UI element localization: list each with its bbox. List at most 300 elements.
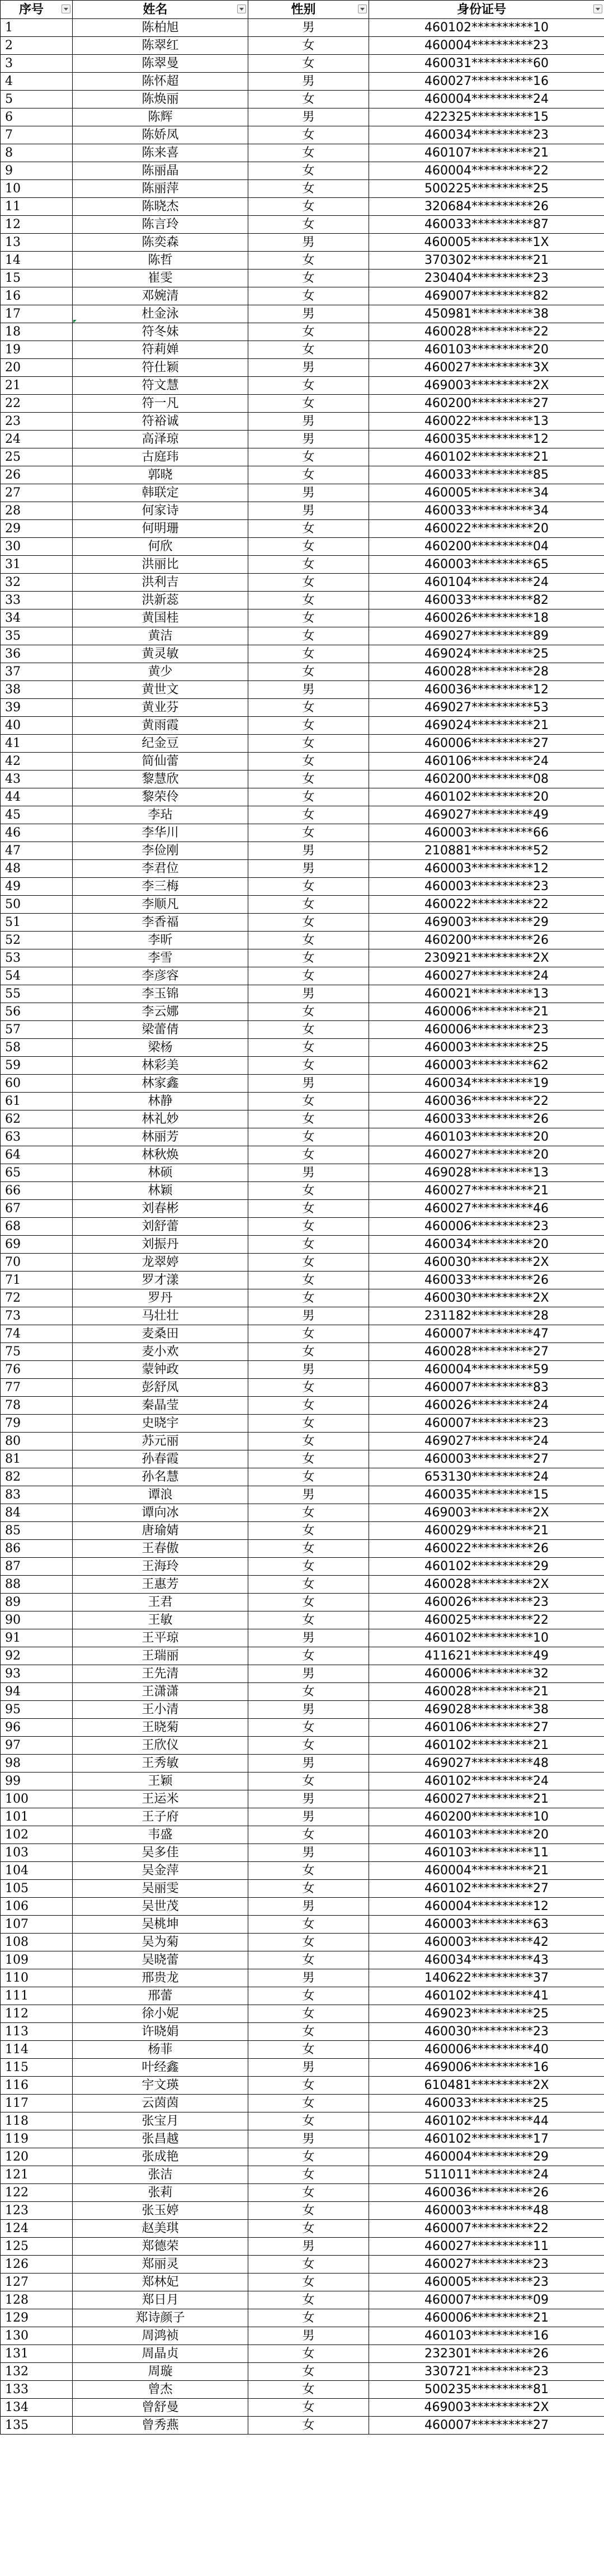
cell-index[interactable]: 23 bbox=[1, 413, 73, 431]
cell-id-number[interactable]: 460028**********27 bbox=[369, 1343, 604, 1361]
cell-id-number[interactable]: 460007**********22 bbox=[369, 2220, 604, 2238]
cell-gender[interactable]: 男 bbox=[248, 1790, 369, 1808]
cell-gender[interactable]: 女 bbox=[248, 699, 369, 717]
cell-name[interactable]: 王颖 bbox=[73, 1773, 248, 1790]
cell-id-number[interactable]: 450981**********38 bbox=[369, 305, 604, 323]
cell-id-number[interactable]: 460034**********43 bbox=[369, 1951, 604, 1969]
cell-gender[interactable]: 男 bbox=[248, 842, 369, 860]
cell-gender[interactable]: 女 bbox=[248, 645, 369, 663]
cell-id-number[interactable]: 460103**********20 bbox=[369, 1826, 604, 1844]
cell-name[interactable]: 周璇 bbox=[73, 2363, 248, 2381]
cell-gender[interactable]: 男 bbox=[248, 1361, 369, 1379]
cell-id-number[interactable]: 469023**********25 bbox=[369, 2005, 604, 2023]
cell-index[interactable]: 122 bbox=[1, 2184, 73, 2202]
cell-id-number[interactable]: 460200**********08 bbox=[369, 771, 604, 788]
cell-gender[interactable]: 女 bbox=[248, 2274, 369, 2291]
cell-index[interactable]: 57 bbox=[1, 1021, 73, 1039]
cell-index[interactable]: 61 bbox=[1, 1093, 73, 1110]
cell-gender[interactable]: 女 bbox=[248, 1522, 369, 1540]
cell-name[interactable]: 张成艳 bbox=[73, 2148, 248, 2166]
cell-name[interactable]: 马壮壮 bbox=[73, 1307, 248, 1325]
cell-gender[interactable]: 女 bbox=[248, 556, 369, 574]
cell-id-number[interactable]: 460027**********21 bbox=[369, 1790, 604, 1808]
cell-gender[interactable]: 女 bbox=[248, 2363, 369, 2381]
cell-name[interactable]: 黄少 bbox=[73, 663, 248, 681]
cell-id-number[interactable]: 460033**********25 bbox=[369, 2095, 604, 2112]
cell-gender[interactable]: 女 bbox=[248, 1987, 369, 2005]
cell-gender[interactable]: 男 bbox=[248, 1808, 369, 1826]
cell-name[interactable]: 古庭玮 bbox=[73, 448, 248, 466]
cell-id-number[interactable]: 460003**********27 bbox=[369, 1450, 604, 1468]
cell-gender[interactable]: 女 bbox=[248, 1146, 369, 1164]
cell-name[interactable]: 李香福 bbox=[73, 914, 248, 932]
cell-gender[interactable]: 女 bbox=[248, 1683, 369, 1701]
cell-gender[interactable]: 女 bbox=[248, 216, 369, 234]
cell-id-number[interactable]: 460030**********23 bbox=[369, 2023, 604, 2041]
cell-name[interactable]: 洪新蕊 bbox=[73, 592, 248, 609]
cell-id-number[interactable]: 460007**********47 bbox=[369, 1325, 604, 1343]
cell-id-number[interactable]: 460103**********11 bbox=[369, 1844, 604, 1862]
cell-gender[interactable]: 女 bbox=[248, 2399, 369, 2417]
cell-index[interactable]: 13 bbox=[1, 234, 73, 252]
cell-id-number[interactable]: 469028**********13 bbox=[369, 1164, 604, 1182]
cell-id-number[interactable]: 422325**********15 bbox=[369, 108, 604, 126]
cell-name[interactable]: 邓婉清 bbox=[73, 287, 248, 305]
cell-name[interactable]: 王欣仪 bbox=[73, 1737, 248, 1755]
cell-name[interactable]: 陈丽晶 bbox=[73, 162, 248, 180]
cell-gender[interactable]: 女 bbox=[248, 1200, 369, 1218]
filter-dropdown-icon[interactable] bbox=[358, 4, 367, 13]
cell-id-number[interactable]: 460007**********27 bbox=[369, 2417, 604, 2435]
cell-gender[interactable]: 女 bbox=[248, 949, 369, 967]
cell-index[interactable]: 21 bbox=[1, 377, 73, 395]
cell-name[interactable]: 曾秀燕 bbox=[73, 2417, 248, 2435]
cell-gender[interactable]: 男 bbox=[248, 359, 369, 377]
cell-gender[interactable]: 女 bbox=[248, 663, 369, 681]
cell-id-number[interactable]: 460003**********62 bbox=[369, 1057, 604, 1075]
cell-id-number[interactable]: 460006**********21 bbox=[369, 1003, 604, 1021]
cell-id-number[interactable]: 460102**********21 bbox=[369, 1737, 604, 1755]
cell-gender[interactable]: 女 bbox=[248, 609, 369, 627]
cell-name[interactable]: 邢贵龙 bbox=[73, 1969, 248, 1987]
cell-id-number[interactable]: 469027**********89 bbox=[369, 627, 604, 645]
cell-id-number[interactable]: 460102**********24 bbox=[369, 1773, 604, 1790]
cell-name[interactable]: 杨菲 bbox=[73, 2041, 248, 2059]
cell-gender[interactable]: 女 bbox=[248, 2112, 369, 2130]
cell-id-number[interactable]: 230404**********23 bbox=[369, 270, 604, 287]
cell-index[interactable]: 30 bbox=[1, 538, 73, 556]
cell-gender[interactable]: 女 bbox=[248, 448, 369, 466]
cell-name[interactable]: 王先清 bbox=[73, 1665, 248, 1683]
cell-gender[interactable]: 男 bbox=[248, 108, 369, 126]
cell-gender[interactable]: 女 bbox=[248, 2381, 369, 2399]
cell-gender[interactable]: 女 bbox=[248, 1880, 369, 1898]
cell-name[interactable]: 陈焕丽 bbox=[73, 91, 248, 108]
cell-index[interactable]: 76 bbox=[1, 1361, 73, 1379]
cell-gender[interactable]: 女 bbox=[248, 1003, 369, 1021]
cell-gender[interactable]: 男 bbox=[248, 1755, 369, 1773]
cell-index[interactable]: 53 bbox=[1, 949, 73, 967]
cell-gender[interactable]: 女 bbox=[248, 1236, 369, 1254]
cell-index[interactable]: 101 bbox=[1, 1808, 73, 1826]
cell-id-number[interactable]: 460102**********10 bbox=[369, 1629, 604, 1647]
cell-name[interactable]: 张洁 bbox=[73, 2166, 248, 2184]
cell-id-number[interactable]: 460106**********24 bbox=[369, 753, 604, 771]
cell-id-number[interactable]: 460033**********87 bbox=[369, 216, 604, 234]
cell-id-number[interactable]: 460005**********23 bbox=[369, 2274, 604, 2291]
cell-gender[interactable]: 男 bbox=[248, 73, 369, 91]
cell-name[interactable]: 林静 bbox=[73, 1093, 248, 1110]
cell-index[interactable]: 37 bbox=[1, 663, 73, 681]
cell-index[interactable]: 107 bbox=[1, 1916, 73, 1934]
cell-gender[interactable]: 女 bbox=[248, 574, 369, 592]
cell-name[interactable]: 吴为菊 bbox=[73, 1934, 248, 1951]
cell-id-number[interactable]: 460200**********10 bbox=[369, 1808, 604, 1826]
cell-id-number[interactable]: 460102**********17 bbox=[369, 2130, 604, 2148]
cell-gender[interactable]: 女 bbox=[248, 1057, 369, 1075]
cell-gender[interactable]: 女 bbox=[248, 252, 369, 270]
cell-index[interactable]: 99 bbox=[1, 1773, 73, 1790]
cell-name[interactable]: 彭舒凤 bbox=[73, 1379, 248, 1397]
cell-name[interactable]: 王晓菊 bbox=[73, 1719, 248, 1737]
cell-name[interactable]: 张昌越 bbox=[73, 2130, 248, 2148]
cell-id-number[interactable]: 460007**********23 bbox=[369, 1415, 604, 1433]
cell-name[interactable]: 张玉婷 bbox=[73, 2202, 248, 2220]
cell-index[interactable]: 5 bbox=[1, 91, 73, 108]
cell-id-number[interactable]: 370302**********21 bbox=[369, 252, 604, 270]
cell-name[interactable]: 符一凡 bbox=[73, 395, 248, 413]
cell-index[interactable]: 92 bbox=[1, 1647, 73, 1665]
cell-gender[interactable]: 女 bbox=[248, 1254, 369, 1272]
cell-gender[interactable]: 女 bbox=[248, 1289, 369, 1307]
cell-index[interactable]: 27 bbox=[1, 484, 73, 502]
cell-id-number[interactable]: 460033**********26 bbox=[369, 1272, 604, 1289]
cell-index[interactable]: 131 bbox=[1, 2345, 73, 2363]
cell-id-number[interactable]: 460102**********41 bbox=[369, 1987, 604, 2005]
cell-id-number[interactable]: 460035**********15 bbox=[369, 1486, 604, 1504]
cell-gender[interactable]: 女 bbox=[248, 2041, 369, 2059]
cell-id-number[interactable]: 460028**********21 bbox=[369, 1683, 604, 1701]
cell-name[interactable]: 谭浪 bbox=[73, 1486, 248, 1504]
cell-index[interactable]: 115 bbox=[1, 2059, 73, 2077]
cell-id-number[interactable]: 469003**********29 bbox=[369, 914, 604, 932]
cell-name[interactable]: 陈哲 bbox=[73, 252, 248, 270]
cell-index[interactable]: 116 bbox=[1, 2077, 73, 2095]
cell-id-number[interactable]: 460102**********20 bbox=[369, 788, 604, 806]
cell-gender[interactable]: 女 bbox=[248, 1379, 369, 1397]
cell-gender[interactable]: 男 bbox=[248, 502, 369, 520]
cell-index[interactable]: 74 bbox=[1, 1325, 73, 1343]
cell-id-number[interactable]: 460102**********27 bbox=[369, 1880, 604, 1898]
cell-id-number[interactable]: 460200**********04 bbox=[369, 538, 604, 556]
cell-index[interactable]: 82 bbox=[1, 1468, 73, 1486]
cell-name[interactable]: 符文慧 bbox=[73, 377, 248, 395]
cell-id-number[interactable]: 460034**********20 bbox=[369, 1236, 604, 1254]
cell-index[interactable]: 83 bbox=[1, 1486, 73, 1504]
cell-name[interactable]: 陈晓杰 bbox=[73, 198, 248, 216]
cell-gender[interactable]: 女 bbox=[248, 1558, 369, 1576]
cell-gender[interactable]: 女 bbox=[248, 395, 369, 413]
cell-gender[interactable]: 女 bbox=[248, 1272, 369, 1289]
cell-id-number[interactable]: 460004**********24 bbox=[369, 91, 604, 108]
cell-name[interactable]: 吴丽雯 bbox=[73, 1880, 248, 1898]
cell-gender[interactable]: 男 bbox=[248, 2130, 369, 2148]
cell-id-number[interactable]: 460103**********16 bbox=[369, 2327, 604, 2345]
cell-gender[interactable]: 女 bbox=[248, 1415, 369, 1433]
cell-gender[interactable]: 男 bbox=[248, 2327, 369, 2345]
cell-id-number[interactable]: 469024**********25 bbox=[369, 645, 604, 663]
cell-index[interactable]: 80 bbox=[1, 1433, 73, 1450]
cell-gender[interactable]: 女 bbox=[248, 1737, 369, 1755]
cell-name[interactable]: 林彩美 bbox=[73, 1057, 248, 1075]
cell-index[interactable]: 52 bbox=[1, 932, 73, 949]
cell-gender[interactable]: 女 bbox=[248, 2184, 369, 2202]
cell-gender[interactable]: 女 bbox=[248, 37, 369, 55]
cell-id-number[interactable]: 469024**********21 bbox=[369, 717, 604, 735]
cell-index[interactable]: 15 bbox=[1, 270, 73, 287]
cell-id-number[interactable]: 460029**********21 bbox=[369, 1522, 604, 1540]
cell-id-number[interactable]: 460027**********3X bbox=[369, 359, 604, 377]
cell-name[interactable]: 吴多佳 bbox=[73, 1844, 248, 1862]
cell-id-number[interactable]: 460025**********22 bbox=[369, 1611, 604, 1629]
cell-name[interactable]: 曾舒曼 bbox=[73, 2399, 248, 2417]
cell-name[interactable]: 韦盛 bbox=[73, 1826, 248, 1844]
cell-index[interactable]: 44 bbox=[1, 788, 73, 806]
cell-id-number[interactable]: 653130**********24 bbox=[369, 1468, 604, 1486]
cell-id-number[interactable]: 460004**********22 bbox=[369, 162, 604, 180]
cell-index[interactable]: 88 bbox=[1, 1576, 73, 1594]
cell-index[interactable]: 42 bbox=[1, 753, 73, 771]
cell-gender[interactable]: 女 bbox=[248, 1218, 369, 1236]
cell-gender[interactable]: 女 bbox=[248, 771, 369, 788]
cell-name[interactable]: 赵美琪 bbox=[73, 2220, 248, 2238]
cell-gender[interactable]: 女 bbox=[248, 1433, 369, 1450]
cell-gender[interactable]: 男 bbox=[248, 1701, 369, 1719]
cell-gender[interactable]: 女 bbox=[248, 180, 369, 198]
cell-name[interactable]: 陈娇凤 bbox=[73, 126, 248, 144]
cell-gender[interactable]: 女 bbox=[248, 896, 369, 914]
cell-name[interactable]: 林硕 bbox=[73, 1164, 248, 1182]
cell-gender[interactable]: 女 bbox=[248, 1773, 369, 1790]
cell-gender[interactable]: 男 bbox=[248, 19, 369, 37]
cell-index[interactable]: 58 bbox=[1, 1039, 73, 1057]
cell-gender[interactable]: 女 bbox=[248, 162, 369, 180]
cell-name[interactable]: 洪丽比 bbox=[73, 556, 248, 574]
cell-gender[interactable]: 男 bbox=[248, 860, 369, 878]
cell-index[interactable]: 59 bbox=[1, 1057, 73, 1075]
cell-id-number[interactable]: 460026**********24 bbox=[369, 1397, 604, 1415]
cell-gender[interactable]: 女 bbox=[248, 2005, 369, 2023]
cell-name[interactable]: 李雪 bbox=[73, 949, 248, 967]
cell-gender[interactable]: 男 bbox=[248, 484, 369, 502]
cell-index[interactable]: 7 bbox=[1, 126, 73, 144]
cell-index[interactable]: 3 bbox=[1, 55, 73, 73]
cell-gender[interactable]: 男 bbox=[248, 1307, 369, 1325]
cell-name[interactable]: 陈怀超 bbox=[73, 73, 248, 91]
cell-gender[interactable]: 女 bbox=[248, 1934, 369, 1951]
cell-index[interactable]: 46 bbox=[1, 824, 73, 842]
cell-name[interactable]: 王秀敏 bbox=[73, 1755, 248, 1773]
cell-gender[interactable]: 女 bbox=[248, 1504, 369, 1522]
cell-gender[interactable]: 女 bbox=[248, 717, 369, 735]
cell-name[interactable]: 罗才漾 bbox=[73, 1272, 248, 1289]
cell-gender[interactable]: 女 bbox=[248, 735, 369, 753]
cell-index[interactable]: 11 bbox=[1, 198, 73, 216]
cell-name[interactable]: 黎慧欣 bbox=[73, 771, 248, 788]
cell-id-number[interactable]: 230921**********2X bbox=[369, 949, 604, 967]
cell-name[interactable]: 陈言玲 bbox=[73, 216, 248, 234]
cell-index[interactable]: 128 bbox=[1, 2291, 73, 2309]
cell-id-number[interactable]: 469006**********16 bbox=[369, 2059, 604, 2077]
cell-index[interactable]: 123 bbox=[1, 2202, 73, 2220]
cell-index[interactable]: 2 bbox=[1, 37, 73, 55]
cell-gender[interactable]: 女 bbox=[248, 144, 369, 162]
cell-index[interactable]: 26 bbox=[1, 466, 73, 484]
cell-gender[interactable]: 男 bbox=[248, 2238, 369, 2256]
cell-id-number[interactable]: 469003**********2X bbox=[369, 1504, 604, 1522]
cell-name[interactable]: 陈丽萍 bbox=[73, 180, 248, 198]
cell-gender[interactable]: 女 bbox=[248, 2417, 369, 2435]
cell-name[interactable]: 郑德荣 bbox=[73, 2238, 248, 2256]
cell-id-number[interactable]: 460003**********12 bbox=[369, 860, 604, 878]
cell-gender[interactable]: 女 bbox=[248, 592, 369, 609]
cell-index[interactable]: 135 bbox=[1, 2417, 73, 2435]
cell-gender[interactable]: 女 bbox=[248, 1826, 369, 1844]
cell-index[interactable]: 134 bbox=[1, 2399, 73, 2417]
cell-id-number[interactable]: 469027**********24 bbox=[369, 1433, 604, 1450]
cell-gender[interactable]: 女 bbox=[248, 1397, 369, 1415]
cell-id-number[interactable]: 460003**********48 bbox=[369, 2202, 604, 2220]
cell-id-number[interactable]: 210881**********52 bbox=[369, 842, 604, 860]
cell-index[interactable]: 89 bbox=[1, 1594, 73, 1611]
cell-name[interactable]: 郑林妃 bbox=[73, 2274, 248, 2291]
cell-name[interactable]: 洪利吉 bbox=[73, 574, 248, 592]
cell-name[interactable]: 符裕诚 bbox=[73, 413, 248, 431]
cell-id-number[interactable]: 330721**********23 bbox=[369, 2363, 604, 2381]
cell-id-number[interactable]: 460028**********2X bbox=[369, 1576, 604, 1594]
cell-gender[interactable]: 男 bbox=[248, 305, 369, 323]
cell-gender[interactable]: 女 bbox=[248, 1647, 369, 1665]
cell-name[interactable]: 李顺凡 bbox=[73, 896, 248, 914]
cell-gender[interactable]: 女 bbox=[248, 91, 369, 108]
cell-id-number[interactable]: 460030**********2X bbox=[369, 1254, 604, 1272]
cell-index[interactable]: 95 bbox=[1, 1701, 73, 1719]
cell-name[interactable]: 郑日月 bbox=[73, 2291, 248, 2309]
cell-index[interactable]: 64 bbox=[1, 1146, 73, 1164]
cell-index[interactable]: 67 bbox=[1, 1200, 73, 1218]
cell-id-number[interactable]: 460026**********18 bbox=[369, 609, 604, 627]
cell-index[interactable]: 102 bbox=[1, 1826, 73, 1844]
cell-index[interactable]: 93 bbox=[1, 1665, 73, 1683]
cell-index[interactable]: 19 bbox=[1, 341, 73, 359]
cell-gender[interactable]: 男 bbox=[248, 1969, 369, 1987]
cell-id-number[interactable]: 500225**********25 bbox=[369, 180, 604, 198]
cell-index[interactable]: 75 bbox=[1, 1343, 73, 1361]
cell-name[interactable]: 符仕颖 bbox=[73, 359, 248, 377]
cell-index[interactable]: 54 bbox=[1, 967, 73, 985]
cell-gender[interactable]: 女 bbox=[248, 932, 369, 949]
cell-index[interactable]: 126 bbox=[1, 2256, 73, 2274]
cell-index[interactable]: 43 bbox=[1, 771, 73, 788]
cell-index[interactable]: 55 bbox=[1, 985, 73, 1003]
cell-gender[interactable]: 女 bbox=[248, 2148, 369, 2166]
cell-id-number[interactable]: 460022**********26 bbox=[369, 1540, 604, 1558]
cell-id-number[interactable]: 460033**********82 bbox=[369, 592, 604, 609]
cell-index[interactable]: 36 bbox=[1, 645, 73, 663]
cell-name[interactable]: 史晓宇 bbox=[73, 1415, 248, 1433]
cell-gender[interactable]: 女 bbox=[248, 2345, 369, 2363]
cell-id-number[interactable]: 460006**********23 bbox=[369, 1021, 604, 1039]
cell-gender[interactable]: 女 bbox=[248, 1128, 369, 1146]
cell-gender[interactable]: 女 bbox=[248, 1182, 369, 1200]
cell-id-number[interactable]: 460022**********22 bbox=[369, 896, 604, 914]
cell-name[interactable]: 李俭刚 bbox=[73, 842, 248, 860]
cell-index[interactable]: 98 bbox=[1, 1755, 73, 1773]
cell-gender[interactable]: 女 bbox=[248, 806, 369, 824]
cell-name[interactable]: 孙春霞 bbox=[73, 1450, 248, 1468]
cell-id-number[interactable]: 460102**********29 bbox=[369, 1558, 604, 1576]
cell-name[interactable]: 林礼妙 bbox=[73, 1110, 248, 1128]
cell-index[interactable]: 50 bbox=[1, 896, 73, 914]
cell-id-number[interactable]: 460021**********13 bbox=[369, 985, 604, 1003]
cell-index[interactable]: 49 bbox=[1, 878, 73, 896]
cell-name[interactable]: 王瑞丽 bbox=[73, 1647, 248, 1665]
cell-gender[interactable]: 女 bbox=[248, 2023, 369, 2041]
cell-id-number[interactable]: 460033**********26 bbox=[369, 1110, 604, 1128]
cell-index[interactable]: 33 bbox=[1, 592, 73, 609]
cell-id-number[interactable]: 460006**********21 bbox=[369, 2309, 604, 2327]
cell-name[interactable]: 黎荣伶 bbox=[73, 788, 248, 806]
cell-index[interactable]: 62 bbox=[1, 1110, 73, 1128]
cell-id-number[interactable]: 460028**********22 bbox=[369, 323, 604, 341]
cell-gender[interactable]: 女 bbox=[248, 1039, 369, 1057]
cell-name[interactable]: 王潇潇 bbox=[73, 1683, 248, 1701]
cell-name[interactable]: 苏元丽 bbox=[73, 1433, 248, 1450]
cell-id-number[interactable]: 460006**********32 bbox=[369, 1665, 604, 1683]
cell-id-number[interactable]: 460036**********22 bbox=[369, 1093, 604, 1110]
cell-name[interactable]: 邢蕾 bbox=[73, 1987, 248, 2005]
cell-gender[interactable]: 女 bbox=[248, 466, 369, 484]
cell-name[interactable]: 高泽琼 bbox=[73, 431, 248, 448]
cell-name[interactable]: 黄国桂 bbox=[73, 609, 248, 627]
cell-id-number[interactable]: 232301**********26 bbox=[369, 2345, 604, 2363]
cell-index[interactable]: 63 bbox=[1, 1128, 73, 1146]
cell-id-number[interactable]: 460003**********42 bbox=[369, 1934, 604, 1951]
cell-index[interactable]: 10 bbox=[1, 180, 73, 198]
cell-index[interactable]: 112 bbox=[1, 2005, 73, 2023]
cell-gender[interactable]: 女 bbox=[248, 1021, 369, 1039]
cell-index[interactable]: 1 bbox=[1, 19, 73, 37]
cell-index[interactable]: 16 bbox=[1, 287, 73, 305]
cell-name[interactable]: 王海玲 bbox=[73, 1558, 248, 1576]
cell-name[interactable]: 吴金萍 bbox=[73, 1862, 248, 1880]
cell-id-number[interactable]: 460003**********23 bbox=[369, 878, 604, 896]
cell-index[interactable]: 117 bbox=[1, 2095, 73, 2112]
cell-index[interactable]: 86 bbox=[1, 1540, 73, 1558]
cell-gender[interactable]: 女 bbox=[248, 2309, 369, 2327]
cell-name[interactable]: 徐小妮 bbox=[73, 2005, 248, 2023]
cell-id-number[interactable]: 460027**********23 bbox=[369, 2256, 604, 2274]
cell-index[interactable]: 96 bbox=[1, 1719, 73, 1737]
cell-name[interactable]: 孙名慧 bbox=[73, 1468, 248, 1486]
cell-gender[interactable]: 女 bbox=[248, 824, 369, 842]
cell-gender[interactable]: 女 bbox=[248, 1093, 369, 1110]
cell-id-number[interactable]: 460106**********27 bbox=[369, 1719, 604, 1737]
cell-id-number[interactable]: 460007**********09 bbox=[369, 2291, 604, 2309]
cell-name[interactable]: 何家诗 bbox=[73, 502, 248, 520]
cell-gender[interactable]: 男 bbox=[248, 1898, 369, 1916]
cell-gender[interactable]: 女 bbox=[248, 2077, 369, 2095]
